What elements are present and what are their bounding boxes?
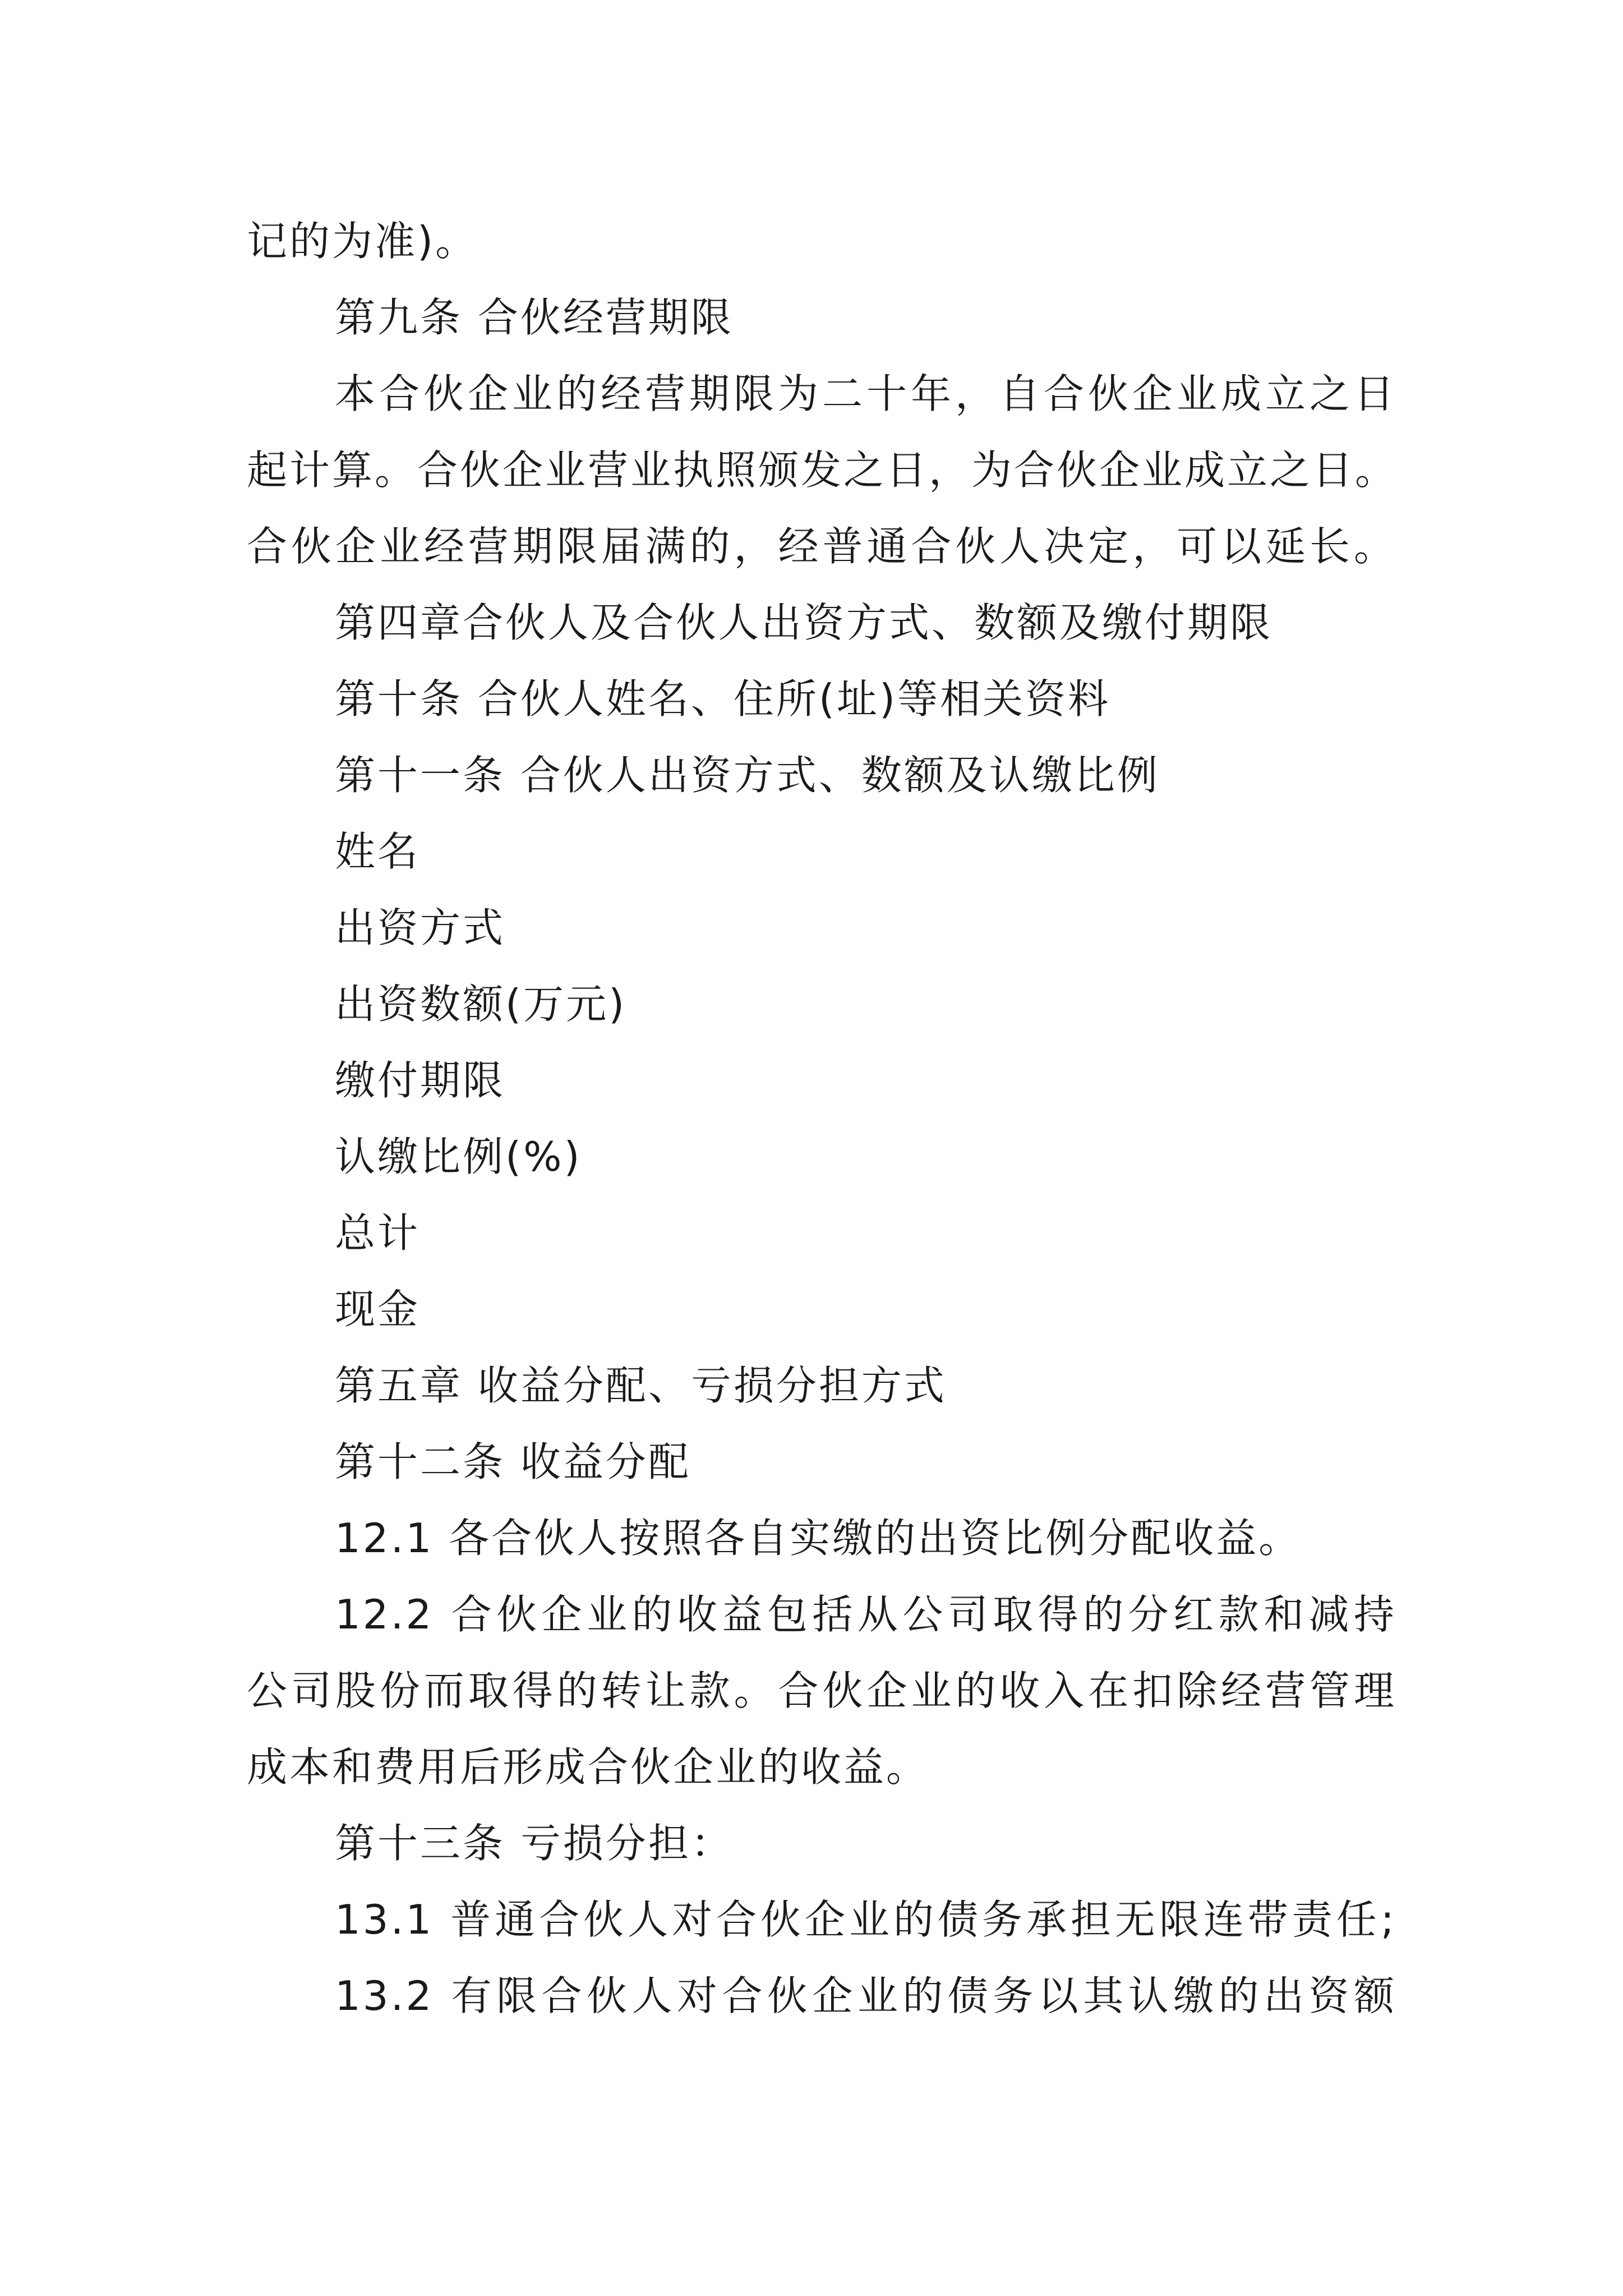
table-field-label: 认缴比例(%) (335, 1133, 582, 1180)
chapter-heading: 第五章 收益分配、亏损分担方式 (335, 1362, 947, 1409)
text-line: 记的为准)。 (247, 218, 478, 265)
clause-line: 12.1 各合伙人按照各自实缴的出资比例分配收益。 (335, 1515, 1302, 1562)
article-heading: 第十三条 亏损分担： (335, 1820, 734, 1867)
article-heading: 第九条 合伙经营期限 (335, 294, 734, 341)
clause-line: 13.2 有限合伙人对合伙企业的债务以其认缴的出资额 (335, 1972, 1396, 2019)
paragraph-line: 本合伙企业的经营期限为二十年，自合伙企业成立之日 (335, 370, 1396, 417)
table-field-label: 出资数额(万元) (335, 981, 627, 1028)
table-field-label: 缴付期限 (335, 1057, 506, 1104)
article-heading: 第十条 合伙人姓名、住所(址)等相关资料 (335, 675, 1111, 723)
clause-line: 13.1 普通合伙人对合伙企业的债务承担无限连带责任; (335, 1896, 1396, 1943)
table-field-label: 总计 (335, 1209, 421, 1257)
article-heading: 第十二条 收益分配 (335, 1438, 691, 1485)
chapter-heading: 第四章合伙人及合伙人出资方式、数额及缴付期限 (335, 599, 1273, 646)
paragraph-line: 起计算。合伙企业营业执照颁发之日，为合伙企业成立之日。 (247, 447, 1398, 494)
table-field-label: 姓名 (335, 828, 421, 875)
clause-line: 12.2 合伙企业的收益包括从公司取得的分红款和减持 (335, 1591, 1396, 1638)
document-body (247, 203, 1396, 2034)
article-heading: 第十一条 合伙人出资方式、数额及认缴比例 (335, 752, 1160, 799)
table-field-label: 出资方式 (335, 904, 506, 951)
paragraph-line: 合伙企业经营期限届满的，经普通合伙人决定，可以延长。 (247, 523, 1396, 570)
paragraph-line: 公司股份而取得的转让款。合伙企业的收入在扣除经营管理 (247, 1667, 1396, 1714)
table-field-label: 现金 (335, 1286, 421, 1333)
paragraph-line: 成本和费用后形成合伙企业的收益。 (247, 1743, 929, 1791)
